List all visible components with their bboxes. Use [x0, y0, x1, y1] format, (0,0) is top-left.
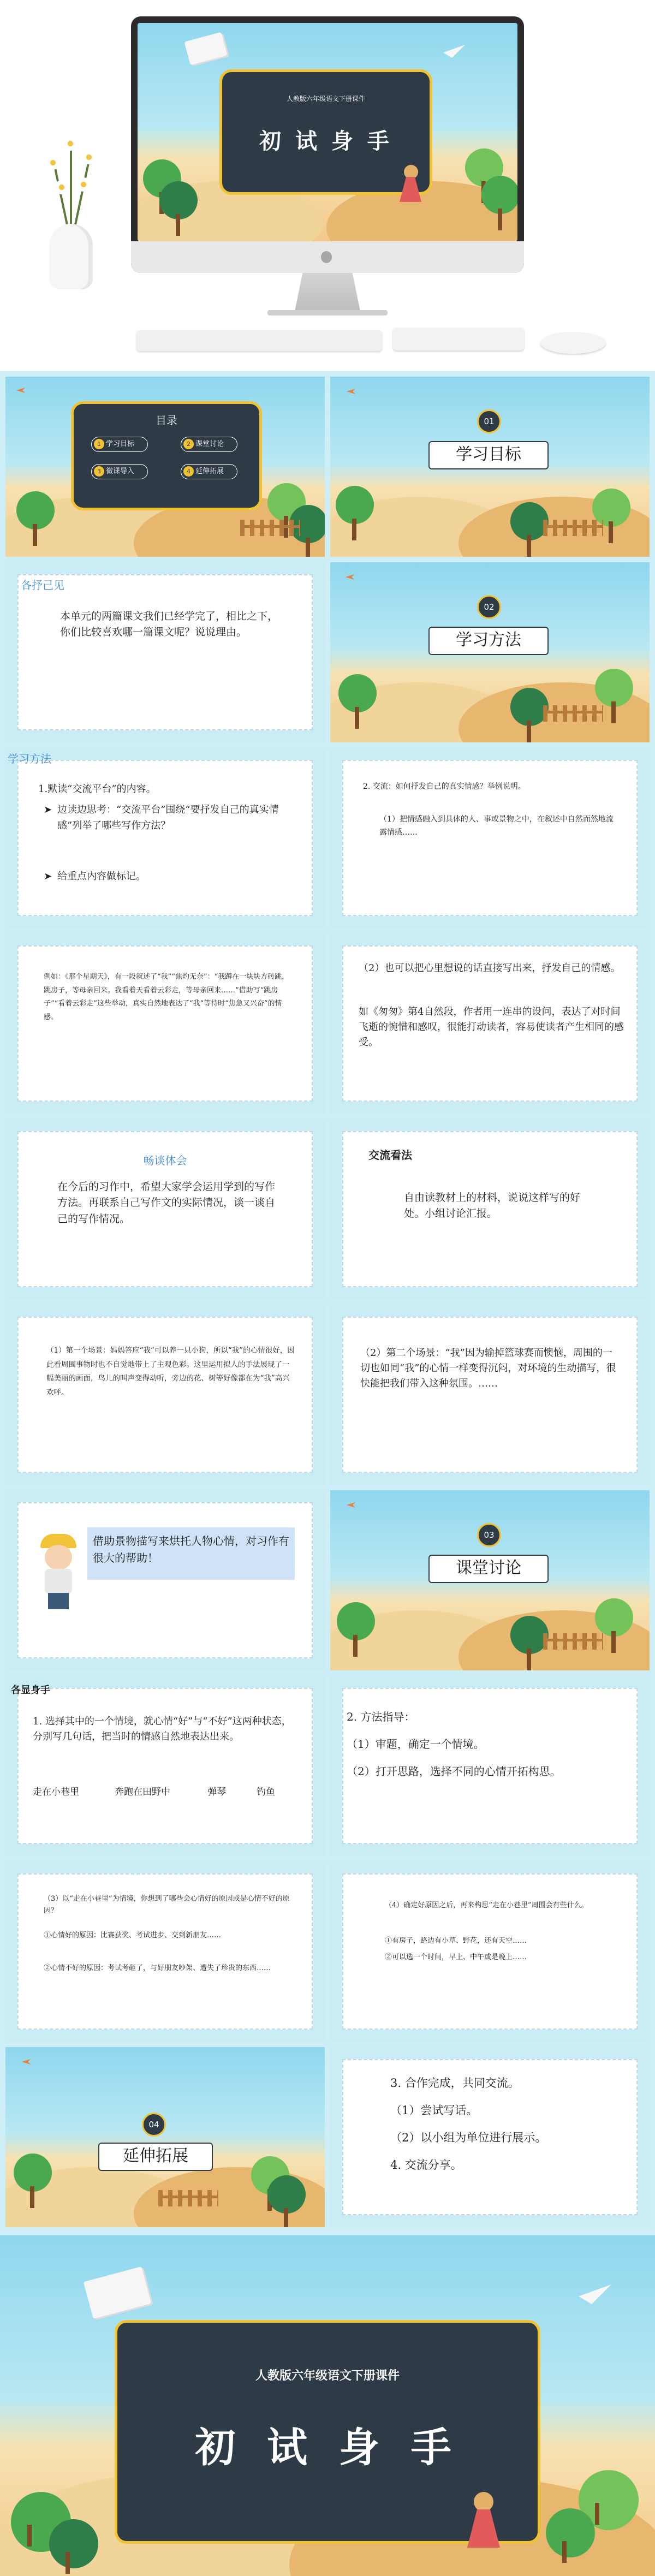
toc-title: 目录	[156, 414, 177, 427]
section-title: 课堂讨论	[428, 1555, 549, 1583]
hero-mockup	[0, 0, 655, 371]
girl-illustration	[458, 2492, 508, 2552]
book-icon	[84, 2266, 151, 2319]
practice-option-1[interactable]: 走在小巷里	[33, 1787, 79, 1798]
toc-label-2: 课堂讨论	[195, 440, 224, 448]
ending-title: 初 试 身 手	[195, 2424, 460, 2471]
finish-step-1: （1）尝试写话。	[390, 2104, 478, 2117]
toc-num-3: 3	[94, 466, 104, 477]
toc-num-1: 1	[94, 439, 104, 449]
point2-example: 如《匆匆》第4自然段，作者用一连串的设问，表达了对时间飞逝的惋惜和感叹，很能打动读者，容易使读者产生相同的感受。	[359, 1006, 624, 1048]
exchange-body: 自由读教材上的材料，说说这样写的好处。小组讨论汇报。	[404, 1192, 581, 1220]
toc-item-1[interactable]	[91, 437, 148, 452]
example-text: 例如：《那个星期天》，有一段叙述了“我”“焦灼无奈”：“我蹲在一块块方砖跳，跳房子，等母亲回来。我看着天看着云彩走，等母亲回来……”借助写“跳房子”“看着云彩走”这些举动，真实自然地表达了“我”等待时“焦急又兴奋”的情感。	[44, 973, 289, 1022]
section-number: 03	[477, 1523, 501, 1547]
slide-example	[5, 933, 325, 1114]
toc-num-2: 2	[183, 439, 194, 449]
toc-label-3: 微课导入	[106, 467, 135, 475]
think4-answer-2: ②可以选一个时间，早上、中午或是晚上……	[385, 1953, 527, 1961]
think3-question: （3）以“走在小巷里”为情境，你想到了哪些会心情好的原因或是心情不好的原因？	[44, 1895, 290, 1915]
slide-toc	[5, 377, 325, 557]
think4-question: （4）确定好原因之后，再来构思“走在小巷里”周围会有些什么。	[385, 1901, 588, 1909]
toc-item-3[interactable]	[91, 464, 148, 479]
share-body: 在今后的习作中，希望大家学会运用学到的写作方法。再联系自己写作文的实际情况，谈一谈自己的写作情况。	[57, 1181, 276, 1225]
think3-good: ①心情好的原因：比赛获奖、考试进步、交到新朋友……	[44, 1931, 222, 1940]
share-heading: 畅谈体会	[143, 1154, 187, 1167]
slide-section-02	[330, 562, 650, 742]
finish-task-3: 3. 合作完成，共同交流。	[390, 2077, 520, 2090]
guide-step-1: （1）审题，确定一个情境。	[347, 1738, 485, 1751]
express-answer: （1）把情感融入到具体的人、事或景物之中，在叙述中自然而然地流露情感……	[379, 815, 614, 837]
slide-ending	[0, 2235, 655, 2576]
slide-scene1	[5, 1305, 325, 1485]
slide-scene2	[330, 1305, 650, 1485]
method-heading: 学习方法	[8, 752, 51, 765]
practice-option-3[interactable]: 弹琴	[207, 1787, 226, 1798]
method-step-3: 给重点内容做标记。	[57, 871, 146, 882]
mouse-image	[540, 332, 606, 354]
arrow-bullet-icon: ➤	[44, 871, 52, 882]
section-number: 04	[142, 2113, 166, 2137]
trackpad-image	[393, 328, 524, 350]
practice-option-4[interactable]: 钓鱼	[257, 1787, 275, 1798]
slide-express	[330, 748, 650, 928]
finish-task-4: 4. 交流分享。	[390, 2158, 462, 2172]
slide-think3	[5, 1861, 325, 2042]
monitor-screen	[138, 23, 517, 241]
slide-share	[5, 1119, 325, 1299]
method-step-2: 边读边思考：“交流平台”围绕“要抒发自己的真实情感”列举了哪些写作方法？	[57, 804, 279, 831]
guide-step-2: （2）打开思路，选择不同的心情开拓构思。	[347, 1765, 561, 1778]
toc-label-4: 延伸拓展	[195, 467, 224, 475]
section-title: 延伸拓展	[98, 2143, 213, 2171]
think3-bad: ②心情不好的原因：考试考砸了，与好朋友吵架、遭失了珍贵的东西……	[44, 1964, 271, 1972]
point2-lead: （2）也可以把心里想说的话直接写出来，抒发自己的情感。	[359, 962, 621, 974]
boy-illustration	[34, 1534, 83, 1610]
section-title: 学习方法	[428, 627, 549, 655]
apple-logo-icon	[321, 251, 332, 263]
slide-think4	[330, 1861, 650, 2042]
flower-vase-image	[38, 126, 104, 289]
slide-exchange	[330, 1119, 650, 1299]
arrow-bullet-icon: ➤	[44, 804, 52, 816]
method-step-1: 1.默读“交流平台”的内容。	[38, 783, 156, 795]
toc-item-4[interactable]	[181, 464, 237, 479]
tip-text: 借助景物描写来烘托人物心情，对习作有很大的帮助！	[93, 1534, 289, 1564]
slide-finish	[330, 2047, 650, 2227]
section-number: 01	[477, 409, 501, 433]
exchange-heading: 交流看法	[368, 1149, 412, 1162]
practice-heading: 各显身手	[11, 1685, 50, 1696]
guide-title: 2. 方法指导：	[347, 1710, 415, 1723]
express-question: 2. 交流：如何抒发自己的真实情感？举例说明。	[363, 782, 526, 791]
slide-section-03	[330, 1490, 650, 1670]
slide-practice	[5, 1676, 325, 1856]
ending-subtitle: 人教版六年级语文下册课件	[255, 2369, 400, 2383]
course-subtitle: 人教版六年级语文下册课件	[286, 95, 365, 103]
course-title: 初 试 身 手	[259, 129, 392, 154]
girl-illustration	[394, 165, 427, 203]
slide-method	[5, 748, 325, 928]
section-number: 02	[477, 595, 501, 619]
paper-plane-icon	[579, 2285, 611, 2304]
slide-point2	[330, 933, 650, 1114]
toc-label-1: 学习目标	[106, 440, 135, 448]
section-title: 学习目标	[428, 441, 549, 469]
slide-tip	[5, 1490, 325, 1670]
slide-guide	[330, 1676, 650, 1856]
toc-board	[71, 401, 262, 510]
review-heading: 各抒己见	[21, 579, 64, 592]
keyboard-image	[136, 330, 382, 351]
scene2-text: （2）第二个场景：“我”因为输掉篮球赛而懊恼，周围的一切也如同“我”的心情一样变得沉闷，对环境的生动描写，很快能把我们带入这种氛围。……	[360, 1347, 616, 1389]
review-body: 本单元的两篇课文我们已经学完了，相比之下，你们比较喜欢哪一篇课文呢？说说理由。	[60, 610, 278, 639]
slide-section-01	[330, 377, 650, 557]
think4-answer-1: ①有房子，路边有小草、野花，还有天空……	[385, 1937, 527, 1945]
slide-section-04	[5, 2047, 325, 2227]
slide-review	[5, 562, 325, 742]
toc-num-4: 4	[183, 466, 194, 477]
practice-option-2[interactable]: 奔跑在田野中	[115, 1787, 170, 1798]
scene1-text: （1）第一个场景：妈妈答应“我”可以养一只小狗，所以“我”的心情很好，因此看周围事物时也不自觉地带上了主观色彩。这里运用拟人的手法展现了一幅美丽的画面，鸟儿的叫声变得动听，旁边的花、树等好像都在为“我”高兴欢呼。	[46, 1346, 295, 1397]
practice-task: 1. 选择其中的一个情境，就心情“好”与“不好”这两种状态，分别写几句话，把当时的情感自然地表达出来。	[33, 1716, 291, 1742]
imac-monitor	[131, 16, 524, 322]
toc-item-2[interactable]	[181, 437, 237, 452]
finish-step-2: （2）以小组为单位进行展示。	[390, 2131, 547, 2144]
